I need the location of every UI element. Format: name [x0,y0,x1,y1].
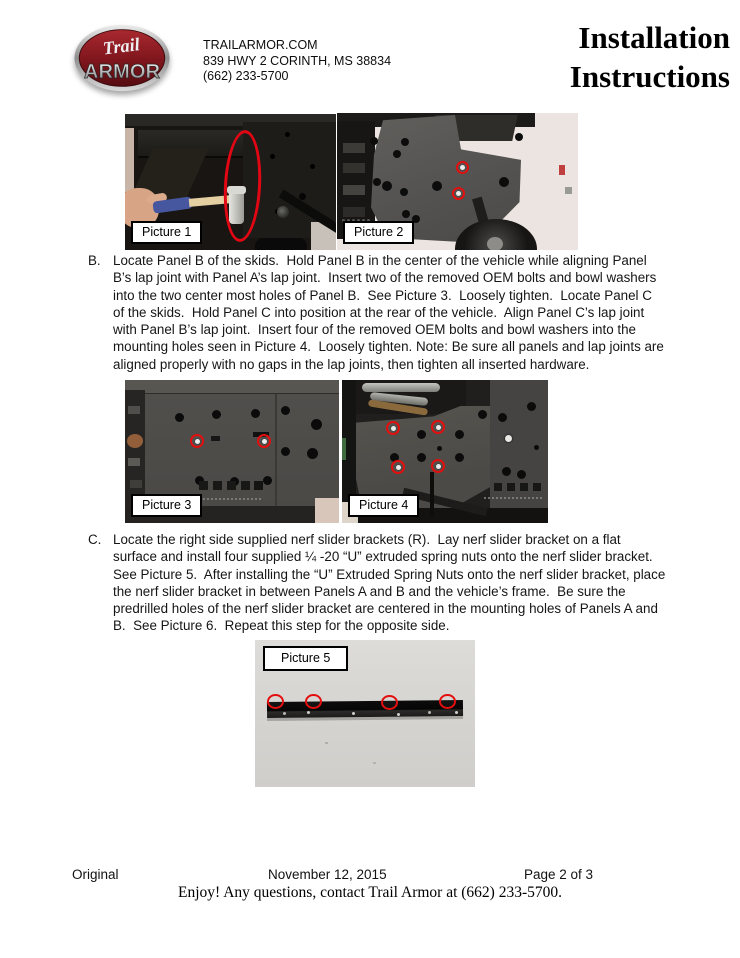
panel-holes [270,154,275,159]
picture-1-label: Picture 1 [131,221,202,244]
annotation-circle [431,459,445,473]
background-object [342,438,346,460]
surface-speck [373,762,376,764]
nerf-slider-bracket [267,700,463,718]
logo-badge-icon [74,23,170,93]
background-object [559,165,565,175]
panel-holes [212,410,221,419]
annotation-circle [386,421,400,435]
company-info [203,38,391,85]
page-title-line2: Instructions [569,59,730,94]
annotation-circle [190,434,204,448]
step-b [88,252,666,373]
picture-5-label: Picture 5 [263,646,348,671]
picture-2 [337,113,578,250]
picture-3-label: Picture 3 [131,494,202,517]
annotation-circle [391,460,405,474]
step-b-text: Locate Panel B of the skids. Hold Panel B in the center of the vehicle while aligning Panel B’s lap joint with Panel A’s lap joint. Insert two of the removed OEM bolts and bowl washers into the two center most holes of Panel B. See Picture 3. Loosely tighten. Locate Panel C of the skids. Hold Panel C into position at the rear of the vehicle. Align Panel C’s lap joint with Panel B’s lap joint. Insert four of the removed OEM bolts and bowl washers into the mounting holes seen in Picture 4. Loosely tighten. Note: Be sure all panels and lap joints are aligned properly with no gaps in the lap joints, then tighten all inserted hardware. [113,253,668,372]
step-b-label: B. [88,253,101,268]
picture-3 [125,380,339,523]
page-title-line1: Installation [578,20,730,55]
annotation-circle [452,187,465,200]
skid-plate-panel-right [490,380,548,516]
bracket-holes [307,711,310,714]
annotation-circle [305,694,322,709]
bolt-head [505,435,512,442]
panel-seam [275,394,277,506]
picture-5 [255,640,475,787]
exhaust-pipe [127,434,143,448]
vent-slots [494,483,502,491]
engine-detail [343,143,365,153]
photo-background-detail [125,128,134,192]
picture-2-label: Picture 2 [343,221,414,244]
footer-version: Original [72,867,119,882]
logo-text-trail: Trail [101,34,141,59]
annotation-circle [381,695,398,710]
surface-speck [325,742,328,744]
engine-detail [128,406,140,414]
vent-slots [199,481,208,490]
background-object [565,187,572,194]
step-c-label: C. [88,532,102,547]
background-object [315,498,339,523]
skid-plate-panel [145,394,339,506]
company-website: TRAILARMOR.COM [203,38,318,52]
company-phone: (662) 233-5700 [203,69,289,83]
page-title [570,18,730,96]
annotation-circle [439,694,456,709]
trail-armor-logo [74,23,170,93]
panel-holes [498,413,507,422]
footer-contact-note: Enjoy! Any questions, contact Trail Armor at (662) 233-5700. [177,884,563,901]
step-c [88,531,670,635]
logo-text-armor: ARMOR [83,61,161,84]
panel-holes [417,430,426,439]
picture-4-label: Picture 4 [348,494,419,517]
vent-holes [484,497,486,499]
footer-page-number: Page 2 of 3 [524,867,594,882]
panel-holes [370,137,378,145]
annotation-circle [267,694,284,709]
company-address: 839 HWY 2 CORINTH, MS 38834 [203,53,392,68]
bolt-head [277,206,289,218]
step-c-text: Locate the right side supplied nerf slider brackets (R). Lay nerf slider bracket on a flat surface and install four supplied ¼ -20 “U” extruded spring nuts onto the nerf slider bracket. See Picture 5. After installing the “U” Extruded Spring Nuts onto the nerf slider bracket, place the nerf slider bracket in between Panels A and B and the vehicle’s frame. Be sure the predrilled holes of the nerf slider bracket are centered in the mounting holes of Panels A and B. See Picture 6. Repeat this step for the opposite side. [113,532,670,634]
annotation-circle [257,434,271,448]
footer-date: November 12, 2015 [268,867,387,882]
engine-pipe [362,383,440,392]
picture-1 [125,114,336,250]
annotation-circle [456,161,469,174]
wheel [255,238,307,250]
panel-slot [211,436,220,441]
frame-post [430,472,434,516]
wheel-hub [487,237,503,250]
annotation-circle [431,420,445,434]
picture-4 [342,380,548,523]
